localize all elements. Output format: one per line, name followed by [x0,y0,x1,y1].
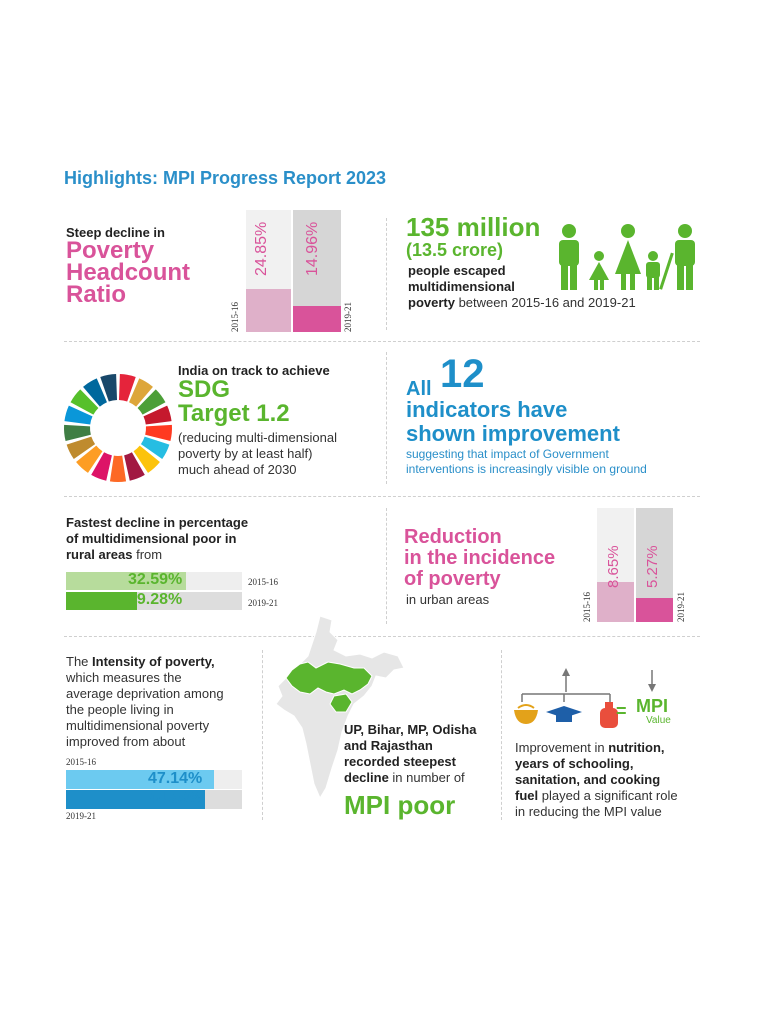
headcount-value-b: 14.96% [304,221,321,276]
urban-value-b: 5.27% [644,545,661,588]
rural-text [66,515,248,563]
mpi-components-icon [512,664,622,732]
indicators-subtext-line: interventions is increasingly visible on ground [406,462,647,476]
indicators-subtext-line: suggesting that impact of Government [406,447,609,461]
intensity-year-a: 2015-16 [66,757,96,767]
intensity-text-line: which measures the [66,670,182,685]
indicators-heading [406,398,620,446]
page-title: Highlights: MPI Progress Report 2023 [64,168,387,188]
intensity-text-line: improved from about [66,734,186,749]
indicators-number: 12 [440,352,485,396]
rural-text-bold: rural areas [66,547,133,562]
headcount-bar-b [293,306,341,332]
urban-heading-line: Reduction [404,526,502,548]
divider [386,508,387,624]
headcount-year-b: 2019-21 [343,302,353,332]
states-big-label: MPI poor [344,790,456,820]
intensity-value-a: 47.14% [148,770,203,787]
headcount-year-a: 2015-16 [230,302,240,332]
states-text-line: recorded steepest [344,754,456,769]
divider [386,352,387,484]
urban-bar-a [597,582,634,622]
family-icon [555,222,705,292]
intensity-text [66,654,224,750]
rural-text-rest: from [132,547,163,562]
rural-value-b: 19.28% [128,591,183,608]
urban-year-b: 2019-21 [676,592,686,622]
intensity-year-b: 2019-21 [66,811,96,821]
divider [64,341,700,342]
mpi-text-bold: nutrition, [608,740,665,755]
mpi-label: MPI [636,696,669,716]
rural-text-line: Fastest decline in percentage [66,515,249,530]
intensity-value-b: 44.39% [148,790,203,807]
mpi-text-line: in reducing the MPI value [515,804,662,819]
sdg-heading-line: Target 1.2 [178,400,290,427]
sdg-subtext-line: poverty by at least half) [178,446,313,461]
indicators-heading-line: indicators have [406,397,568,422]
rural-bar-b [66,592,137,610]
sdg-intro: India on track to achieve [178,363,330,378]
mpi-value-label: Value [646,715,671,726]
urban-year-a: 2015-16 [582,592,592,622]
intensity-text-pre: The [66,654,93,669]
urban-heading-line: of poverty [404,568,501,590]
mpi-text-line: sanitation, and cooking [515,772,661,787]
sdg-heading [178,378,290,426]
headcount-bar-a [246,289,291,332]
rural-year-a: 2015-16 [248,577,278,587]
urban-subtext: in urban areas [406,592,490,607]
urban-heading-line: in the incidence [404,547,556,569]
escaped-text-line: multidimensional [408,279,515,294]
sdg-wheel-icon [62,372,174,484]
headcount-intro: Steep decline in [66,225,165,240]
mpi-equals: = [616,701,627,721]
sdg-subtext [178,430,337,478]
mpi-text-bold: fuel [515,788,539,803]
mpi-text [515,740,678,820]
headcount-heading-line: Ratio [66,281,126,308]
rural-value-a: 32.59% [128,571,183,588]
divider [386,218,387,330]
divider [262,650,263,820]
indicators-heading-line: shown improvement [406,421,620,446]
indicators-all: All [406,378,432,400]
states-text [344,722,476,786]
urban-value-a: 8.65% [605,545,622,588]
divider [64,496,700,497]
escaped-big-number: 135 million [406,212,541,242]
mpi-text-rest: played a significant role [538,788,678,803]
states-text-line: UP, Bihar, MP, Odisha [344,722,477,737]
sdg-subtext-line: much ahead of 2030 [178,462,297,477]
escaped-text-line: people escaped [408,263,506,278]
intensity-text-line: the people living in [66,702,174,717]
intensity-text-bold: Intensity of poverty, [92,654,215,669]
intensity-text-line: average deprivation among [66,686,224,701]
states-text-rest: in number of [388,770,465,785]
divider [501,650,502,820]
arrow-down-icon [644,670,660,694]
sdg-heading-line: SDG [178,376,231,403]
urban-bar-b [636,598,673,622]
urban-heading [404,527,555,590]
sdg-subtext-line: (reducing multi-dimensional [178,430,337,445]
mpi-text-line: years of schooling, [515,756,634,771]
states-text-line: and Rajasthan [344,738,433,753]
rural-text-line: of multidimensional poor in [66,531,237,546]
mpi-text-pre: Improvement in [515,740,609,755]
indicators-subtext [406,447,647,477]
escaped-crore: (13.5 crore) [406,240,504,260]
rural-year-b: 2019-21 [248,598,278,608]
escaped-text-bold: poverty [408,295,455,310]
headcount-heading-line: Poverty [66,237,155,264]
headcount-heading [66,237,191,308]
escaped-text-rest: between 2015-16 and 2019-21 [454,295,636,310]
sdg-wheel-segment [110,456,126,482]
states-text-bold: decline [344,770,389,785]
intensity-text-line: multidimensional poverty [66,718,210,733]
headcount-value-a: 24.85% [253,221,270,276]
headcount-heading-line: Headcount [66,259,191,286]
